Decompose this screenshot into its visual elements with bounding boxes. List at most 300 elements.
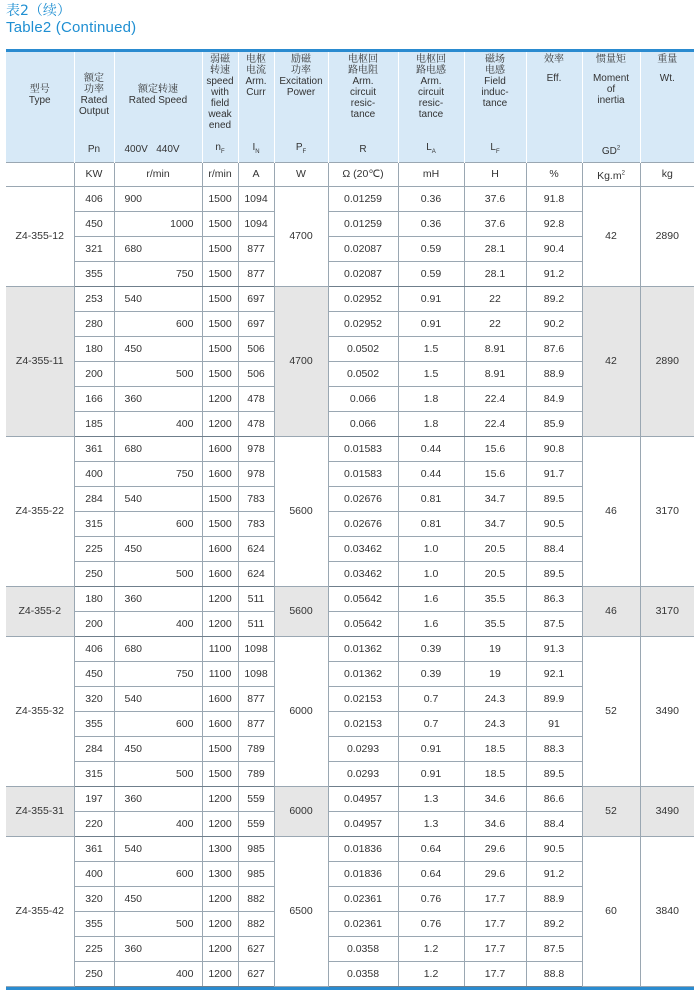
resistance-cell: 0.01259: [328, 211, 398, 236]
speed-cell: [114, 536, 202, 561]
resistance-cell: 0.01836: [328, 861, 398, 886]
arm-inductance-cell: 0.91: [398, 736, 464, 761]
current-cell: 559: [238, 811, 274, 836]
excitation-cell: 6500: [274, 836, 328, 986]
field-inductance-cell: 17.7: [464, 961, 526, 986]
current-cell: 783: [238, 486, 274, 511]
resistance-cell: 0.0358: [328, 961, 398, 986]
speed-cell: [114, 461, 202, 486]
field-inductance-cell: 34.7: [464, 486, 526, 511]
resistance-cell: 0.01259: [328, 186, 398, 211]
output-cell: 250: [74, 561, 114, 586]
current-cell: 1098: [238, 661, 274, 686]
page-title: [6, 3, 136, 37]
speed-cell: [114, 261, 202, 286]
field-inductance-cell: 29.6: [464, 836, 526, 861]
output-cell: 166: [74, 386, 114, 411]
moment-cell: 46: [582, 586, 640, 636]
speed-400v: 450: [124, 542, 143, 555]
table-row: [6, 836, 694, 861]
efficiency-cell: 89.2: [526, 286, 582, 311]
speed-cell: [114, 486, 202, 511]
field-inductance-cell: 22: [464, 311, 526, 336]
current-cell: 789: [238, 761, 274, 786]
speed-cell: [114, 811, 202, 836]
speed-cell: [114, 736, 202, 761]
speed-cell: [114, 186, 202, 211]
weight-cell: 3170: [640, 586, 694, 636]
field-inductance-cell: 22.4: [464, 411, 526, 436]
output-cell: 355: [74, 711, 114, 736]
speed-440v: 750: [175, 667, 194, 680]
arm-inductance-cell: 1.2: [398, 961, 464, 986]
title-english: Table2 (Continued): [6, 19, 137, 36]
current-cell: 506: [238, 361, 274, 386]
motor-group: [6, 436, 694, 586]
speed-cell: [114, 786, 202, 811]
output-cell: 180: [74, 586, 114, 611]
type-cell: Z4-355-11: [6, 286, 74, 436]
weak-speed-cell: 1300: [202, 861, 238, 886]
motor-group: [6, 286, 694, 436]
weak-speed-cell: 1200: [202, 961, 238, 986]
resistance-cell: 0.04957: [328, 811, 398, 836]
speed-400v: 450: [124, 742, 143, 755]
resistance-cell: 0.02087: [328, 261, 398, 286]
current-cell: 783: [238, 511, 274, 536]
current-cell: 627: [238, 936, 274, 961]
output-cell: 185: [74, 411, 114, 436]
weak-speed-cell: 1500: [202, 286, 238, 311]
arm-inductance-cell: 1.8: [398, 386, 464, 411]
speed-cell: [114, 386, 202, 411]
efficiency-cell: 88.9: [526, 886, 582, 911]
arm-inductance-cell: 0.81: [398, 486, 464, 511]
resistance-cell: 0.02952: [328, 311, 398, 336]
weak-speed-cell: 1600: [202, 686, 238, 711]
arm-inductance-cell: 1.8: [398, 411, 464, 436]
unit-resistance: Ω (20℃): [328, 163, 398, 187]
header-field-inductance: 磁场 电感 Field induc- tance: [464, 52, 526, 138]
efficiency-cell: 90.4: [526, 236, 582, 261]
weak-speed-cell: 1500: [202, 486, 238, 511]
output-cell: 284: [74, 736, 114, 761]
sym-resistance: R: [328, 138, 398, 163]
weight-cell: 2890: [640, 186, 694, 286]
table-row: [6, 436, 694, 461]
unit-output: KW: [74, 163, 114, 187]
arm-inductance-cell: 1.5: [398, 336, 464, 361]
current-cell: 978: [238, 436, 274, 461]
efficiency-cell: 91: [526, 711, 582, 736]
current-cell: 877: [238, 686, 274, 711]
motor-group: [6, 636, 694, 786]
speed-cell: [114, 761, 202, 786]
field-inductance-cell: 19: [464, 636, 526, 661]
excitation-cell: 6000: [274, 636, 328, 786]
weak-speed-cell: 1100: [202, 636, 238, 661]
speed-cell: [114, 711, 202, 736]
arm-inductance-cell: 1.6: [398, 586, 464, 611]
speed-cell: [114, 636, 202, 661]
header-current: 电枢 电流 Arm. Curr: [238, 52, 274, 138]
efficiency-cell: 87.6: [526, 336, 582, 361]
sym-speed-voltages: 400V 440V: [114, 138, 202, 163]
weight-cell: 2890: [640, 286, 694, 436]
weak-speed-cell: 1500: [202, 261, 238, 286]
moment-cell: 52: [582, 786, 640, 836]
resistance-cell: 0.01583: [328, 436, 398, 461]
speed-cell: [114, 236, 202, 261]
speed-400v: 450: [124, 342, 143, 355]
efficiency-cell: 85.9: [526, 411, 582, 436]
header-output: 额定 功率 Rated Output: [74, 52, 114, 138]
current-cell: 697: [238, 286, 274, 311]
efficiency-cell: 90.8: [526, 436, 582, 461]
speed-400v: 540: [124, 292, 143, 305]
speed-cell: [114, 286, 202, 311]
efficiency-cell: 90.5: [526, 511, 582, 536]
output-cell: 280: [74, 311, 114, 336]
speed-cell: [114, 586, 202, 611]
current-cell: 985: [238, 836, 274, 861]
field-inductance-cell: 22.4: [464, 386, 526, 411]
output-cell: 197: [74, 786, 114, 811]
motor-group: [6, 836, 694, 986]
unit-field-inductance: H: [464, 163, 526, 187]
efficiency-cell: 91.2: [526, 861, 582, 886]
output-cell: 361: [74, 836, 114, 861]
current-cell: 1098: [238, 636, 274, 661]
field-inductance-cell: 34.6: [464, 811, 526, 836]
arm-inductance-cell: 1.3: [398, 786, 464, 811]
arm-inductance-cell: 0.64: [398, 836, 464, 861]
field-inductance-cell: 15.6: [464, 436, 526, 461]
unit-speed: r/min: [114, 163, 202, 187]
efficiency-cell: 89.5: [526, 561, 582, 586]
output-cell: 400: [74, 861, 114, 886]
efficiency-cell: 87.5: [526, 611, 582, 636]
unit-weight: kg: [640, 163, 694, 187]
speed-cell: [114, 561, 202, 586]
header-type: 型号 Type: [28, 84, 51, 106]
speed-440v: 600: [175, 717, 194, 730]
arm-inductance-cell: 0.81: [398, 511, 464, 536]
output-cell: 320: [74, 886, 114, 911]
speed-440v: 750: [175, 467, 194, 480]
speed-440v: 600: [175, 517, 194, 530]
unit-excitation: W: [274, 163, 328, 187]
arm-inductance-cell: 0.91: [398, 311, 464, 336]
output-cell: 284: [74, 486, 114, 511]
weak-speed-cell: 1200: [202, 411, 238, 436]
speed-400v: 360: [124, 792, 143, 805]
resistance-cell: 0.0502: [328, 336, 398, 361]
efficiency-cell: 88.8: [526, 961, 582, 986]
units-row: [6, 163, 694, 187]
resistance-cell: 0.0293: [328, 761, 398, 786]
efficiency-cell: 84.9: [526, 386, 582, 411]
arm-inductance-cell: 0.36: [398, 211, 464, 236]
header-row: [6, 52, 694, 138]
efficiency-cell: 88.4: [526, 536, 582, 561]
type-cell: Z4-355-31: [6, 786, 74, 836]
efficiency-cell: 89.2: [526, 911, 582, 936]
resistance-cell: 0.066: [328, 386, 398, 411]
current-cell: 1094: [238, 186, 274, 211]
field-inductance-cell: 28.1: [464, 261, 526, 286]
speed-cell: [114, 611, 202, 636]
sym-current: $I_N$: [238, 138, 274, 163]
output-cell: 180: [74, 336, 114, 361]
speed-cell: [114, 886, 202, 911]
output-cell: 355: [74, 261, 114, 286]
speed-cell: [114, 336, 202, 361]
motor-group: [6, 186, 694, 286]
current-cell: 506: [238, 336, 274, 361]
weak-speed-cell: 1500: [202, 311, 238, 336]
speed-400v: 360: [124, 392, 143, 405]
weight-cell: 3840: [640, 836, 694, 986]
field-inductance-cell: 18.5: [464, 761, 526, 786]
field-inductance-cell: 22: [464, 286, 526, 311]
speed-400v: 360: [124, 942, 143, 955]
output-cell: 220: [74, 811, 114, 836]
excitation-cell: 6000: [274, 786, 328, 836]
unit-current: A: [238, 163, 274, 187]
current-cell: 624: [238, 536, 274, 561]
arm-inductance-cell: 1.2: [398, 936, 464, 961]
resistance-cell: 0.01362: [328, 661, 398, 686]
resistance-cell: 0.03462: [328, 561, 398, 586]
type-cell: Z4-355-42: [6, 836, 74, 986]
speed-cell: [114, 836, 202, 861]
speed-cell: [114, 686, 202, 711]
sym-output: Pn: [74, 138, 114, 163]
output-cell: 450: [74, 211, 114, 236]
speed-400v: 900: [124, 192, 143, 205]
weak-speed-cell: 1500: [202, 236, 238, 261]
weak-speed-cell: 1500: [202, 361, 238, 386]
weak-speed-cell: 1100: [202, 661, 238, 686]
efficiency-cell: 91.8: [526, 186, 582, 211]
current-cell: 978: [238, 461, 274, 486]
field-inductance-cell: 24.3: [464, 686, 526, 711]
motor-group: [6, 786, 694, 836]
excitation-cell: 4700: [274, 286, 328, 436]
resistance-cell: 0.02676: [328, 511, 398, 536]
weak-speed-cell: 1200: [202, 911, 238, 936]
field-inductance-cell: 19: [464, 661, 526, 686]
speed-400v: 540: [124, 492, 143, 505]
efficiency-cell: 92.8: [526, 211, 582, 236]
table-row: [6, 186, 694, 211]
speed-440v: 400: [175, 417, 194, 430]
field-inductance-cell: 17.7: [464, 886, 526, 911]
sym-arm-inductance: $L_A$: [398, 138, 464, 163]
weak-speed-cell: 1500: [202, 736, 238, 761]
output-cell: 320: [74, 686, 114, 711]
table-row: [6, 786, 694, 811]
weak-speed-cell: 1200: [202, 586, 238, 611]
output-cell: 250: [74, 961, 114, 986]
weak-speed-cell: 1500: [202, 211, 238, 236]
current-cell: 882: [238, 911, 274, 936]
output-cell: 225: [74, 936, 114, 961]
resistance-cell: 0.03462: [328, 536, 398, 561]
type-cell: Z4-355-22: [6, 436, 74, 586]
arm-inductance-cell: 0.44: [398, 461, 464, 486]
efficiency-cell: 91.7: [526, 461, 582, 486]
speed-cell: [114, 211, 202, 236]
output-cell: 321: [74, 236, 114, 261]
speed-400v: 680: [124, 442, 143, 455]
arm-inductance-cell: 1.6: [398, 611, 464, 636]
current-cell: 627: [238, 961, 274, 986]
resistance-cell: 0.05642: [328, 586, 398, 611]
weak-speed-cell: 1600: [202, 536, 238, 561]
speed-cell: [114, 511, 202, 536]
weak-speed-cell: 1600: [202, 436, 238, 461]
speed-cell: [114, 361, 202, 386]
weak-speed-cell: 1500: [202, 186, 238, 211]
sym-field-inductance: $L_F$: [464, 138, 526, 163]
efficiency-cell: 90.5: [526, 836, 582, 861]
motor-spec-table: [6, 49, 694, 990]
resistance-cell: 0.02361: [328, 886, 398, 911]
output-cell: 315: [74, 761, 114, 786]
moment-cell: 42: [582, 186, 640, 286]
arm-inductance-cell: 0.91: [398, 761, 464, 786]
table-row: [6, 586, 694, 611]
current-cell: 877: [238, 711, 274, 736]
resistance-cell: 0.04957: [328, 786, 398, 811]
header-speed: 额定转速 Rated Speed: [114, 52, 202, 138]
field-inductance-cell: 34.7: [464, 511, 526, 536]
speed-400v: 540: [124, 692, 143, 705]
field-inductance-cell: 20.5: [464, 561, 526, 586]
speed-400v: 540: [124, 842, 143, 855]
field-inductance-cell: 20.5: [464, 536, 526, 561]
speed-400v: 360: [124, 592, 143, 605]
efficiency-cell: 89.5: [526, 486, 582, 511]
field-inductance-cell: 28.1: [464, 236, 526, 261]
unit-moment: $Kg.m^2$: [582, 163, 640, 187]
weak-speed-cell: 1200: [202, 786, 238, 811]
resistance-cell: 0.0502: [328, 361, 398, 386]
speed-cell: [114, 311, 202, 336]
header-efficiency: 效率 Eff.: [526, 52, 582, 138]
field-inductance-cell: 8.91: [464, 336, 526, 361]
table-row: [6, 286, 694, 311]
efficiency-cell: 91.3: [526, 636, 582, 661]
output-cell: 315: [74, 511, 114, 536]
arm-inductance-cell: 1.0: [398, 561, 464, 586]
weak-speed-cell: 1200: [202, 386, 238, 411]
speed-400v: 680: [124, 642, 143, 655]
header-moment: 惯量矩 Moment of inertia: [582, 52, 640, 138]
type-cell: Z4-355-32: [6, 636, 74, 786]
resistance-cell: 0.02087: [328, 236, 398, 261]
header-weight: 重量 Wt.: [640, 52, 694, 138]
title-chinese: 表2（续）: [6, 3, 71, 19]
resistance-cell: 0.02153: [328, 686, 398, 711]
type-cell: Z4-355-2: [6, 586, 74, 636]
efficiency-cell: 86.6: [526, 786, 582, 811]
arm-inductance-cell: 0.39: [398, 661, 464, 686]
speed-440v: 500: [175, 767, 194, 780]
efficiency-cell: 89.5: [526, 761, 582, 786]
weak-speed-cell: 1200: [202, 611, 238, 636]
resistance-cell: 0.01583: [328, 461, 398, 486]
speed-440v: 500: [175, 567, 194, 580]
output-cell: 361: [74, 436, 114, 461]
speed-cell: [114, 436, 202, 461]
output-cell: 450: [74, 661, 114, 686]
speed-440v: 400: [175, 617, 194, 630]
arm-inductance-cell: 1.3: [398, 811, 464, 836]
current-cell: 789: [238, 736, 274, 761]
bottom-rule: [6, 986, 694, 990]
arm-inductance-cell: 0.64: [398, 861, 464, 886]
current-cell: 478: [238, 386, 274, 411]
header-symbol-row: [6, 138, 694, 163]
resistance-cell: 0.02153: [328, 711, 398, 736]
field-inductance-cell: 35.5: [464, 611, 526, 636]
excitation-cell: 4700: [274, 186, 328, 286]
current-cell: 624: [238, 561, 274, 586]
efficiency-cell: 88.3: [526, 736, 582, 761]
weak-speed-cell: 1600: [202, 711, 238, 736]
sym-weak: $n_F$: [202, 138, 238, 163]
efficiency-cell: 90.2: [526, 311, 582, 336]
field-inductance-cell: 24.3: [464, 711, 526, 736]
current-cell: 559: [238, 786, 274, 811]
resistance-cell: 0.01836: [328, 836, 398, 861]
resistance-cell: 0.01362: [328, 636, 398, 661]
weak-speed-cell: 1500: [202, 761, 238, 786]
speed-cell: [114, 936, 202, 961]
weak-speed-cell: 1300: [202, 836, 238, 861]
current-cell: 1094: [238, 211, 274, 236]
unit-arm-inductance: mH: [398, 163, 464, 187]
output-cell: 200: [74, 361, 114, 386]
field-inductance-cell: 18.5: [464, 736, 526, 761]
arm-inductance-cell: 0.76: [398, 886, 464, 911]
speed-cell: [114, 861, 202, 886]
resistance-cell: 0.02361: [328, 911, 398, 936]
field-inductance-cell: 17.7: [464, 911, 526, 936]
moment-cell: 52: [582, 636, 640, 786]
header-weak-speed: 弱磁 转速 speed with field weak ened: [202, 52, 238, 138]
arm-inductance-cell: 1.0: [398, 536, 464, 561]
speed-440v: 500: [175, 367, 194, 380]
weak-speed-cell: 1200: [202, 936, 238, 961]
speed-440v: 600: [175, 867, 194, 880]
output-cell: 400: [74, 461, 114, 486]
speed-440v: 500: [175, 917, 194, 930]
resistance-cell: 0.0293: [328, 736, 398, 761]
output-cell: 253: [74, 286, 114, 311]
arm-inductance-cell: 0.7: [398, 711, 464, 736]
sym-excitation: $P_F$: [274, 138, 328, 163]
moment-cell: 42: [582, 286, 640, 436]
speed-400v: 680: [124, 242, 143, 255]
current-cell: 985: [238, 861, 274, 886]
weak-speed-cell: 1500: [202, 336, 238, 361]
weight-cell: 3490: [640, 636, 694, 786]
speed-440v: 400: [175, 967, 194, 980]
